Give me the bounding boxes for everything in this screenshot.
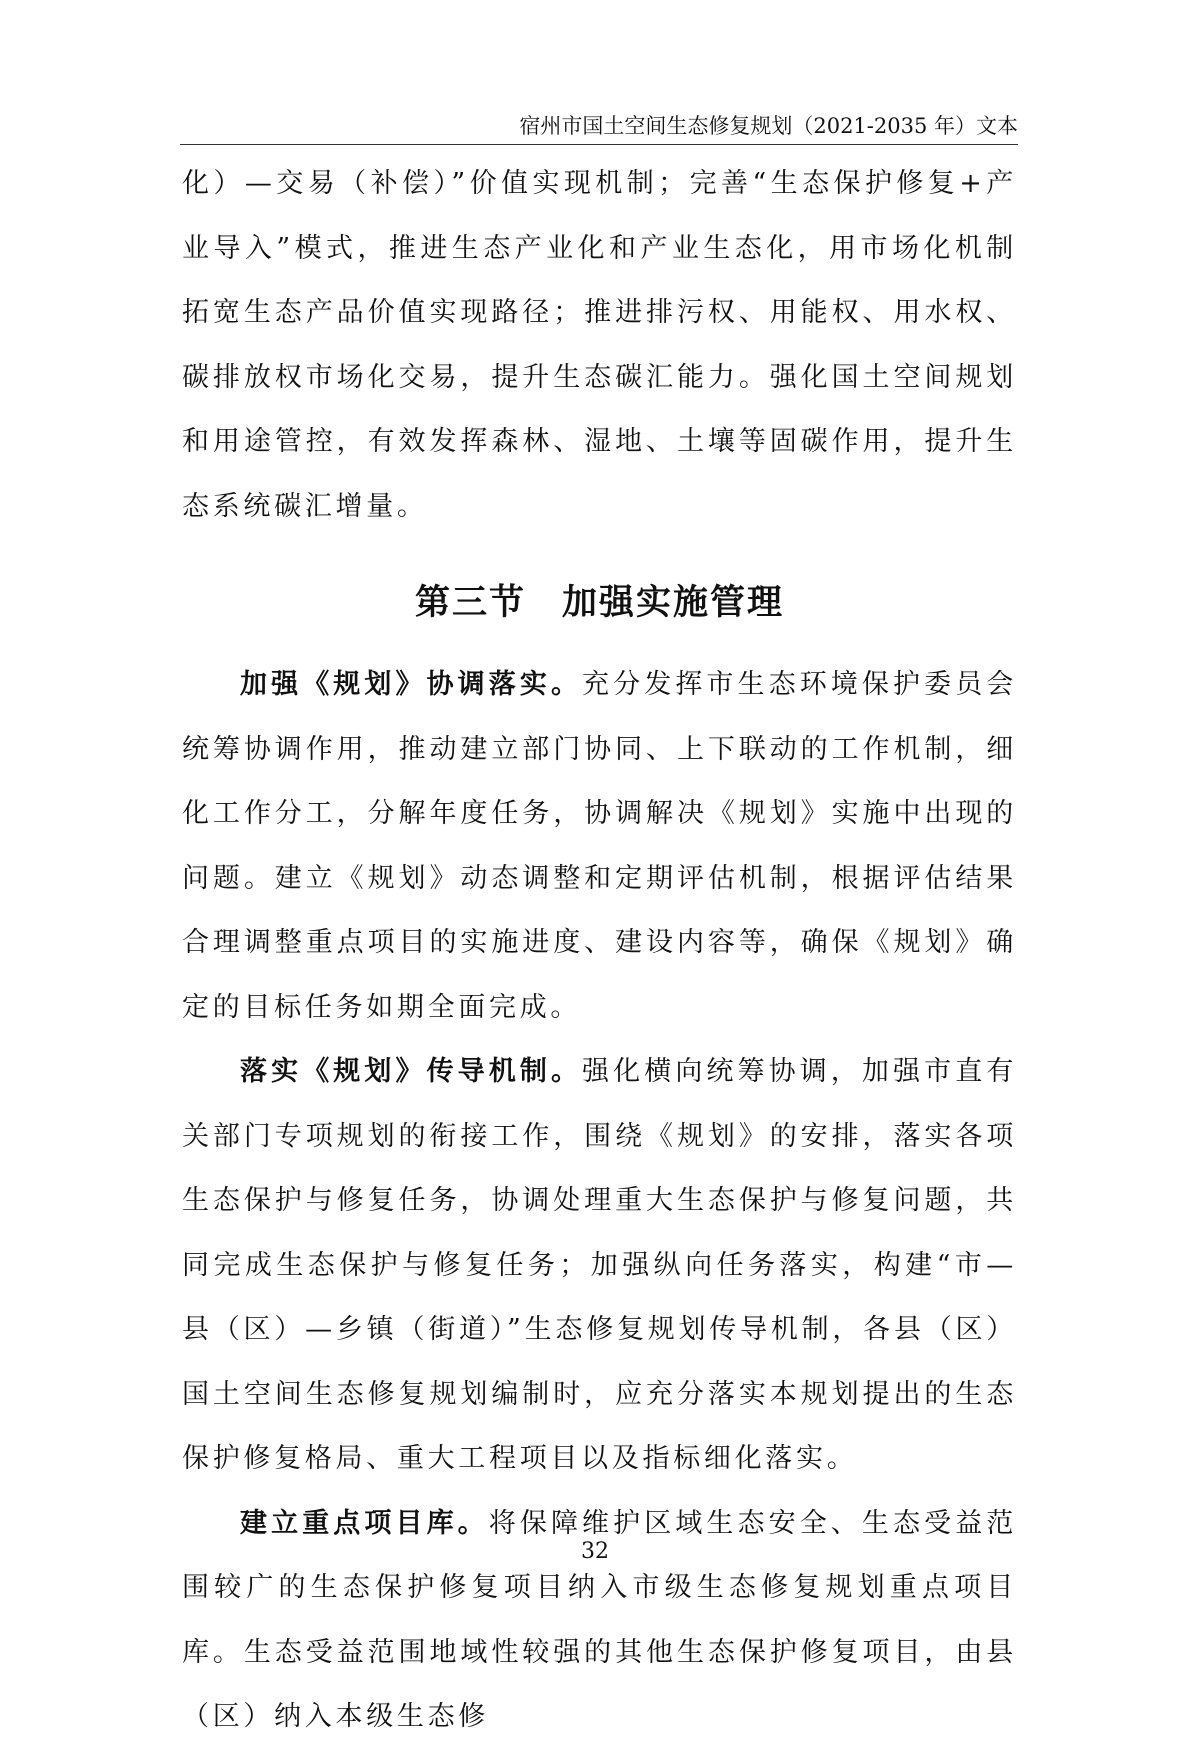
- paragraph-lead: 落实《规划》传导机制。: [240, 1056, 583, 1087]
- paragraph-body: 强化横向统筹协调，加强市直有关部门专项规划的衔接工作，围绕《规划》的安排，落实各项生态保护与修复任务，协调处理重大生态保护与修复问题，共同完成生态保护与修复任务；加强纵向任务落实，构建“市—县（区）—乡镇（街道）”生态修复规划传导机制，各县（区）国土空间生态修复规划编制时，应充分落实本规划提出的生态保护修复格局、重大工程项目以及指标细化落实。: [182, 1056, 1017, 1474]
- paragraph-lead: 加强《规划》协调落实。: [240, 669, 583, 700]
- intro-paragraph: 化）—交易（补偿）”价值实现机制；完善“生态保护修复+产业导入”模式，推进生态产业化和产业生态化，用市场化机制拓宽生态产品价值实现路径；推进排污权、用能权、用水权、碳排放权市场化交易，提升生态碳汇能力。强化国土空间规划和用途管控，有效发挥森林、湿地、土壤等固碳作用，提升生态系统碳汇增量。: [182, 168, 1017, 522]
- page-body: [182, 152, 1017, 1750]
- paragraph-body: 充分发挥市生态环境保护委员会统筹协调作用，推动建立部门协同、上下联动的工作机制，细化工作分工，分解年度任务，协调解决《规划》实施中出现的问题。建立《规划》动态调整和定期评估机制，根据评估结果合理调整重点项目的实施进度、建设内容等，确保《规划》确定的目标任务如期全面完成。: [182, 669, 1017, 1023]
- paragraph-lead: 建立重点项目库。: [240, 1507, 489, 1539]
- paragraph-transmission: [182, 1040, 1017, 1492]
- running-title: 宿州市国土空间生态修复规划（2021-2035 年）文本: [519, 114, 1018, 138]
- paragraph-body: 将保障维护区域生态安全、生态受益范围较广的生态保护修复项目纳入市级生态修复规划重点项目库。生态受益范围地域性较强的其他生态保护修复项目，由县（区）纳入本级生态修: [182, 1507, 1017, 1732]
- paragraph-coordination: [182, 653, 1017, 1040]
- running-header: [180, 112, 1018, 145]
- section-heading: [182, 581, 1017, 625]
- page-number: 32: [581, 1539, 609, 1564]
- section-title: 加强实施管理: [562, 583, 785, 623]
- paragraph-project-library: [182, 1492, 1017, 1750]
- section-number: 第三节: [414, 583, 526, 623]
